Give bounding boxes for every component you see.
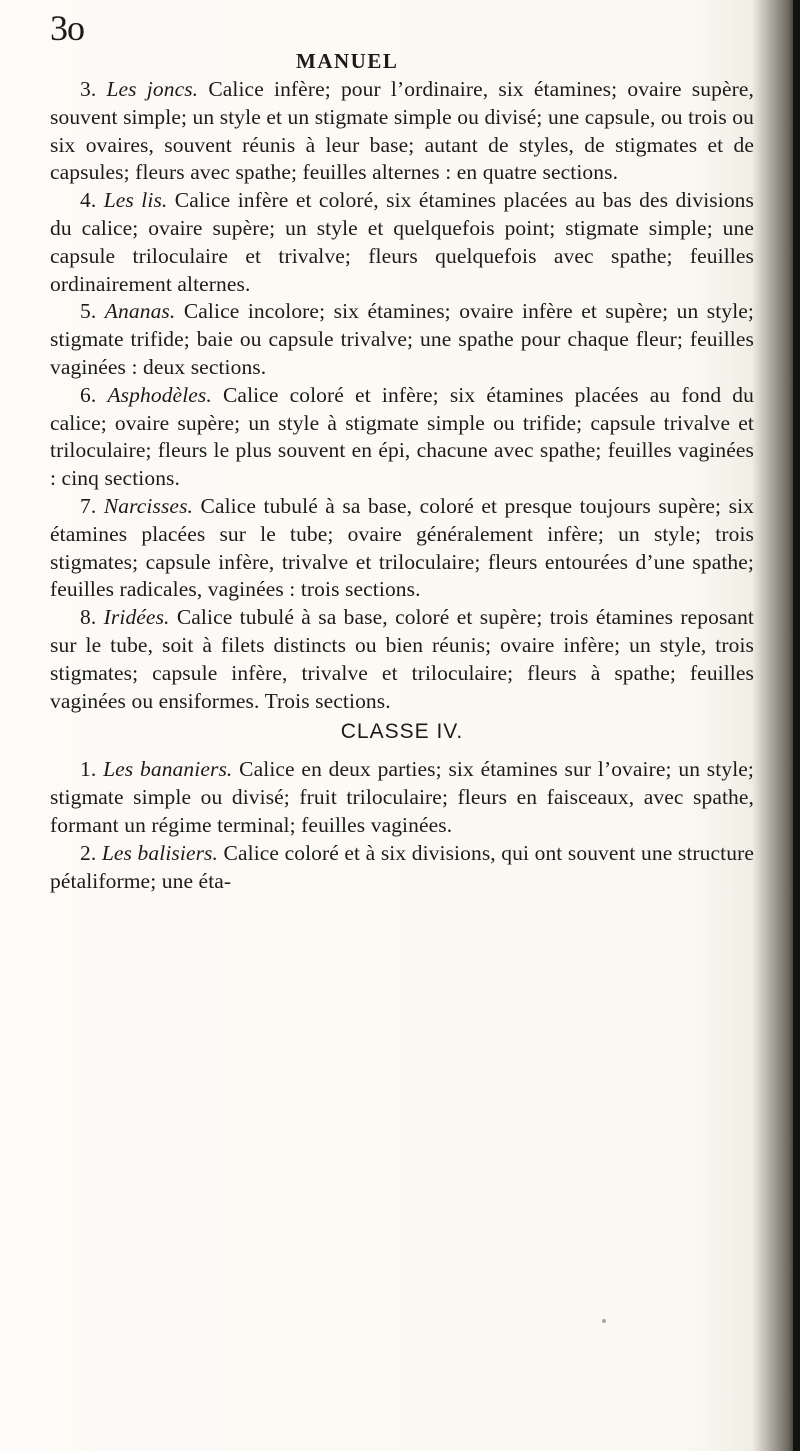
- space: [212, 383, 223, 407]
- paragraph-number: 1.: [80, 757, 97, 782]
- family-title: Les lis.: [103, 188, 168, 213]
- space: [167, 188, 174, 212]
- paragraph-ananas: [50, 298, 754, 381]
- family-title: Iridées.: [103, 605, 170, 630]
- paragraph-body: Calice infère; pour l’ordinaire, six étamines; ovaire supère, souvent simple; un style et un stigmate simple ou divisé; une capsule, ou trois ou six ovaires, souvent réunis à leur base; autant de styles, de stigmates et de capsules; fleurs avec spathe; feuilles alternes : en quatre sections.: [50, 77, 754, 185]
- space: [96, 77, 106, 101]
- paragraph-body: Calice coloré et à six divisions, qui ont souvent une structure pétaliforme; une éta-: [50, 840, 754, 893]
- class-heading: CLASSE IV.: [340, 720, 464, 744]
- paragraph-asphodeles: [50, 382, 754, 493]
- space: [96, 383, 107, 407]
- space: [96, 494, 103, 518]
- paragraph-number: 2.: [80, 840, 97, 865]
- paragraph-iridees: [50, 604, 754, 715]
- space: [170, 605, 177, 629]
- paragraph-number: 5.: [80, 299, 97, 324]
- family-title: Asphodèles.: [107, 382, 212, 407]
- space: [175, 299, 183, 323]
- paragraph-number: 3.: [80, 77, 97, 101]
- paragraph-joncs: [50, 76, 754, 187]
- paper-speck: [602, 1319, 606, 1323]
- paragraph-lis: [50, 187, 754, 298]
- space: [96, 605, 103, 629]
- page-header: [50, 8, 750, 73]
- space: [96, 299, 104, 323]
- paragraph-balisiers: [50, 840, 754, 896]
- page-number: 3o: [50, 8, 84, 48]
- paragraph-bananiers: [50, 756, 754, 839]
- text-block: [50, 76, 754, 895]
- space: [198, 77, 208, 101]
- paragraph-narcisses: [50, 493, 754, 604]
- family-title: Les balisiers.: [101, 840, 218, 865]
- family-title: Les bananiers.: [103, 757, 233, 782]
- paragraph-body: Calice tubulé à sa base, coloré et presque toujours supère; six étamines placées sur le tube; ovaire généralement infère; un style; trois stigmates; capsule infère, trivalve et triloculaire; fleurs entourées d’une spathe; feuilles radicales, vaginées : trois sections.: [50, 493, 754, 602]
- paragraph-body: Calice infère et coloré, six étamines placées au bas des divisions du calice; ovaire supère; un style et quelquefois point; stigmate simple; une capsule triloculaire et trivalve; fleurs quelquefois avec spathe; feuilles ordinairement alternes.: [50, 188, 755, 296]
- paragraph-number: 4.: [80, 188, 97, 213]
- family-title: Narcisses.: [103, 493, 194, 518]
- paragraph-body: Calice coloré et infère; six étamines placées au fond du calice; ovaire supère; un style à stigmate simple ou trifide; capsule trivalve et triloculaire; fleurs le plus souvent en épi, chacune avec spathe; feuilles vaginées : cinq sections.: [50, 382, 754, 491]
- space: [193, 494, 200, 518]
- paragraph-body: Calice en deux parties; six étamines sur l’ovaire; un style; stigmate simple ou divisé; fruit triloculaire; fleurs en faisceaux, avec spathe, formant un régime terminal; feuilles vaginées.: [50, 757, 754, 837]
- paragraph-body: Calice incolore; six étamines; ovaire infère et supère; un style; stigmate trifide; baie ou capsule trivalve; une spathe pour chaque fleur; feuilles vaginées : deux sections.: [50, 299, 754, 379]
- family-title: Les joncs.: [106, 77, 199, 101]
- paragraph-number: 8.: [80, 605, 97, 630]
- paragraph-number: 6.: [80, 382, 97, 407]
- space: [96, 188, 103, 212]
- running-head: MANUEL: [296, 49, 399, 73]
- paragraph-number: 7.: [80, 493, 97, 518]
- paragraph-body: Calice tubulé à sa base, coloré et supère; trois étamines reposant sur le tube, soit à filets distincts ou bien réunis; ovaire infère; un style, trois stigmates; capsule infère, trivalve et triloculaire; fleurs à spathe; feuilles vaginées ou ensiformes. Trois sections.: [50, 605, 754, 713]
- scan-edge: [793, 0, 800, 1451]
- family-title: Ananas.: [104, 299, 176, 324]
